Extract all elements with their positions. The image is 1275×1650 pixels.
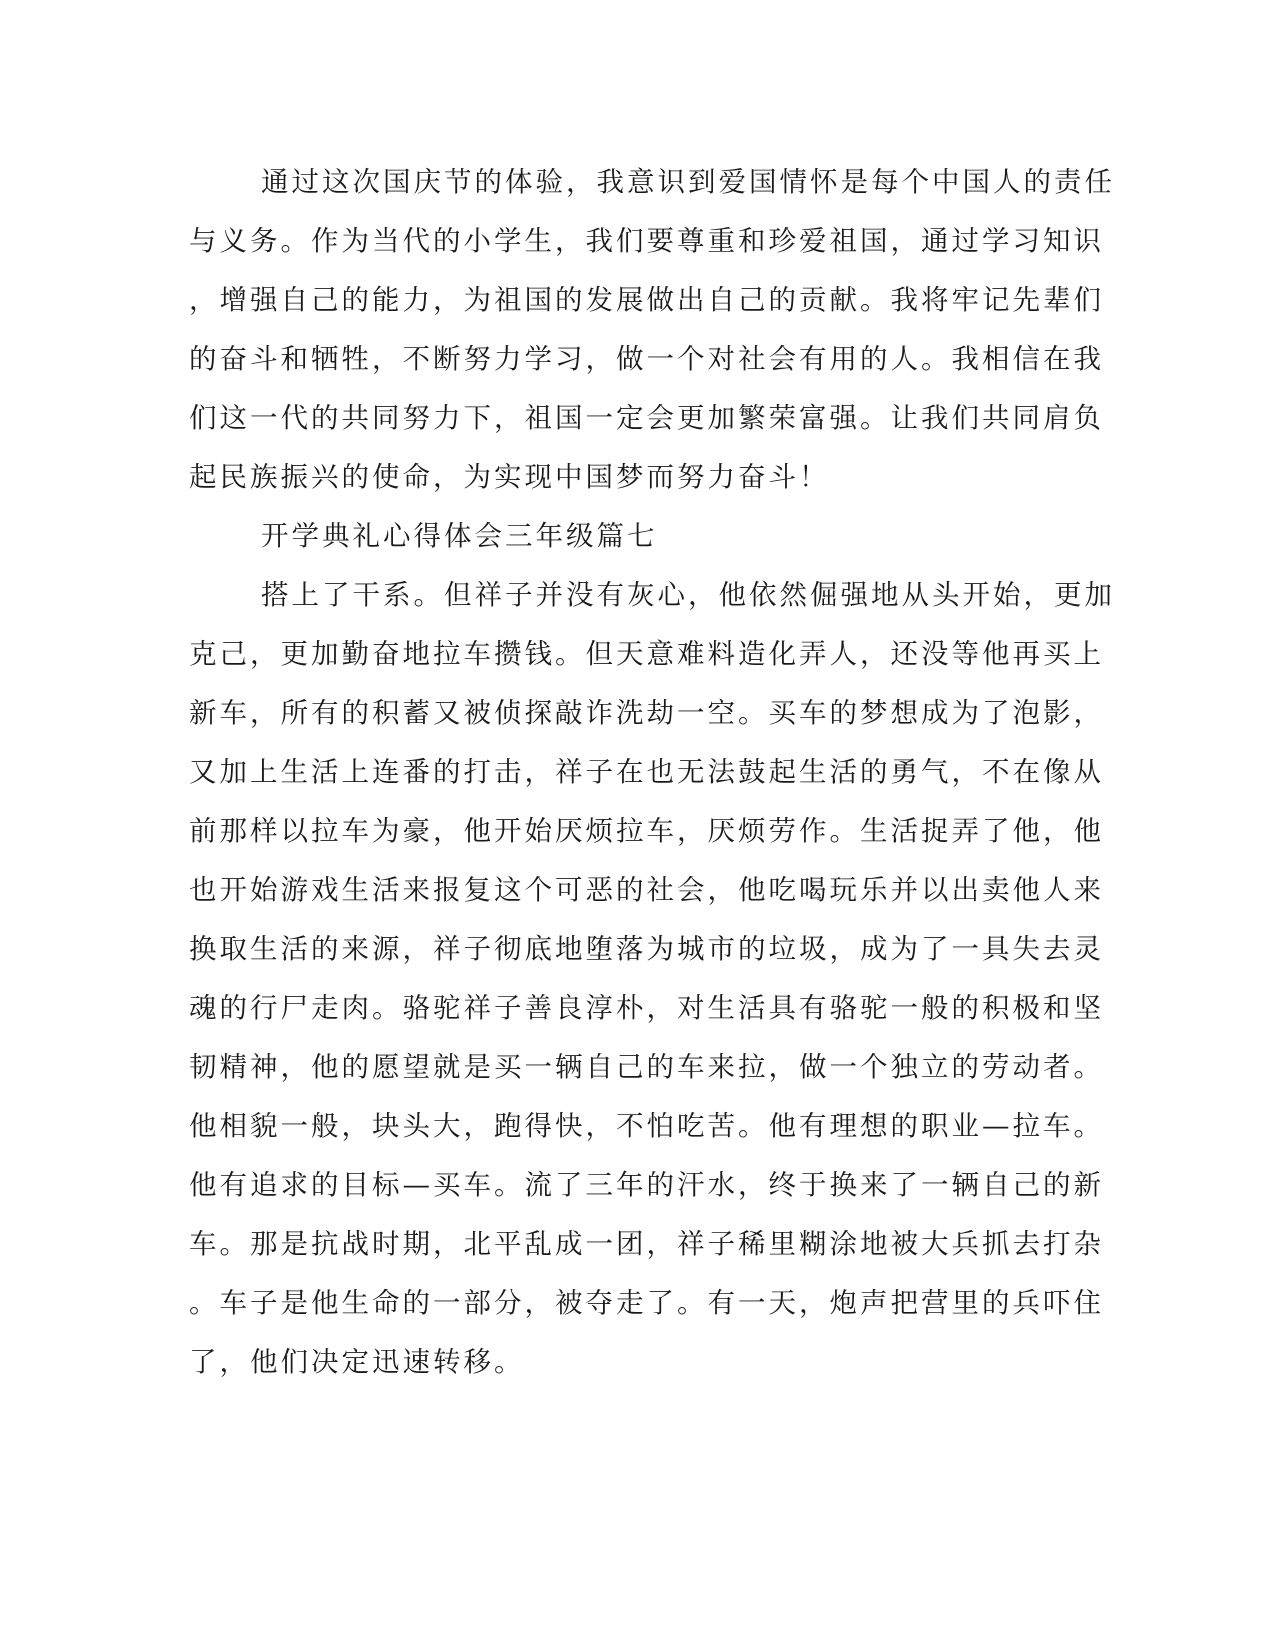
paragraph-1-line: 起民族振兴的使命，为实现中国梦而努力奋斗！ [189,461,830,493]
paragraph-2-line: 也开始游戏生活来报复这个可恶的社会，他吃喝玩乐并以出卖他人来 [189,874,1104,906]
paragraph-2-line: 魂的行尸走肉。骆驼祥子善良淳朴，对生活具有骆驼一般的积极和坚 [189,992,1104,1024]
paragraph-2-line: 克己，更加勤奋地拉车攒钱。但天意难料造化弄人，还没等他再买上 [189,638,1104,670]
paragraph-1 [189,162,1115,516]
paragraph-2-line: 新车，所有的积蓄又被侦探敲诈洗劫一空。买车的梦想成为了泡影， [189,697,1104,729]
paragraph-2-line: 他相貌一般，块头大，跑得快，不怕吃苦。他有理想的职业—拉车。 [189,1110,1104,1142]
section-heading-block [189,516,1069,575]
paragraph-1-line: 的奋斗和牺牲，不断努力学习，做一个对社会有用的人。我相信在我 [189,343,1104,375]
paragraph-1-line: ，增强自己的能力，为祖国的发展做出自己的贡献。我将牢记先辈们 [189,284,1104,316]
paragraph-2-line: 他有追求的目标—买车。流了三年的汗水，终于换来了一辆自己的新 [189,1169,1104,1201]
paragraph-2 [189,575,1115,1401]
paragraph-1-line: 们这一代的共同努力下，祖国一定会更加繁荣富强。让我们共同肩负 [189,402,1104,434]
paragraph-2-line: 车。那是抗战时期，北平乱成一团，祥子稀里糊涂地被大兵抓去打杂 [189,1228,1104,1260]
paragraph-2-line: 前那样以拉车为豪，他开始厌烦拉车，厌烦劳作。生活捉弄了他，他 [189,815,1104,847]
paragraph-1-line: 通过这次国庆节的体验，我意识到爱国情怀是每个中国人的责任 [261,166,1115,198]
paragraph-2-line: 韧精神，他的愿望就是买一辆自己的车来拉，做一个独立的劳动者。 [189,1051,1104,1083]
paragraph-2-line: 换取生活的来源，祥子彻底地堕落为城市的垃圾，成为了一具失去灵 [189,933,1104,965]
paragraph-1-line: 与义务。作为当代的小学生，我们要尊重和珍爱祖国，通过学习知识 [189,225,1104,257]
paragraph-2-line: 。车子是他生命的一部分，被夺走了。有一天，炮声把营里的兵吓住 [189,1287,1104,1319]
paragraph-2-line: 又加上生活上连番的打击，祥子在也无法鼓起生活的勇气，不在像从 [189,756,1104,788]
section-heading: 开学典礼心得体会三年级篇七 [261,520,658,552]
paragraph-2-line: 搭上了干系。但祥子并没有灰心，他依然倔强地从头开始，更加 [261,579,1115,611]
paragraph-2-line: 了，他们决定迅速转移。 [189,1346,525,1378]
